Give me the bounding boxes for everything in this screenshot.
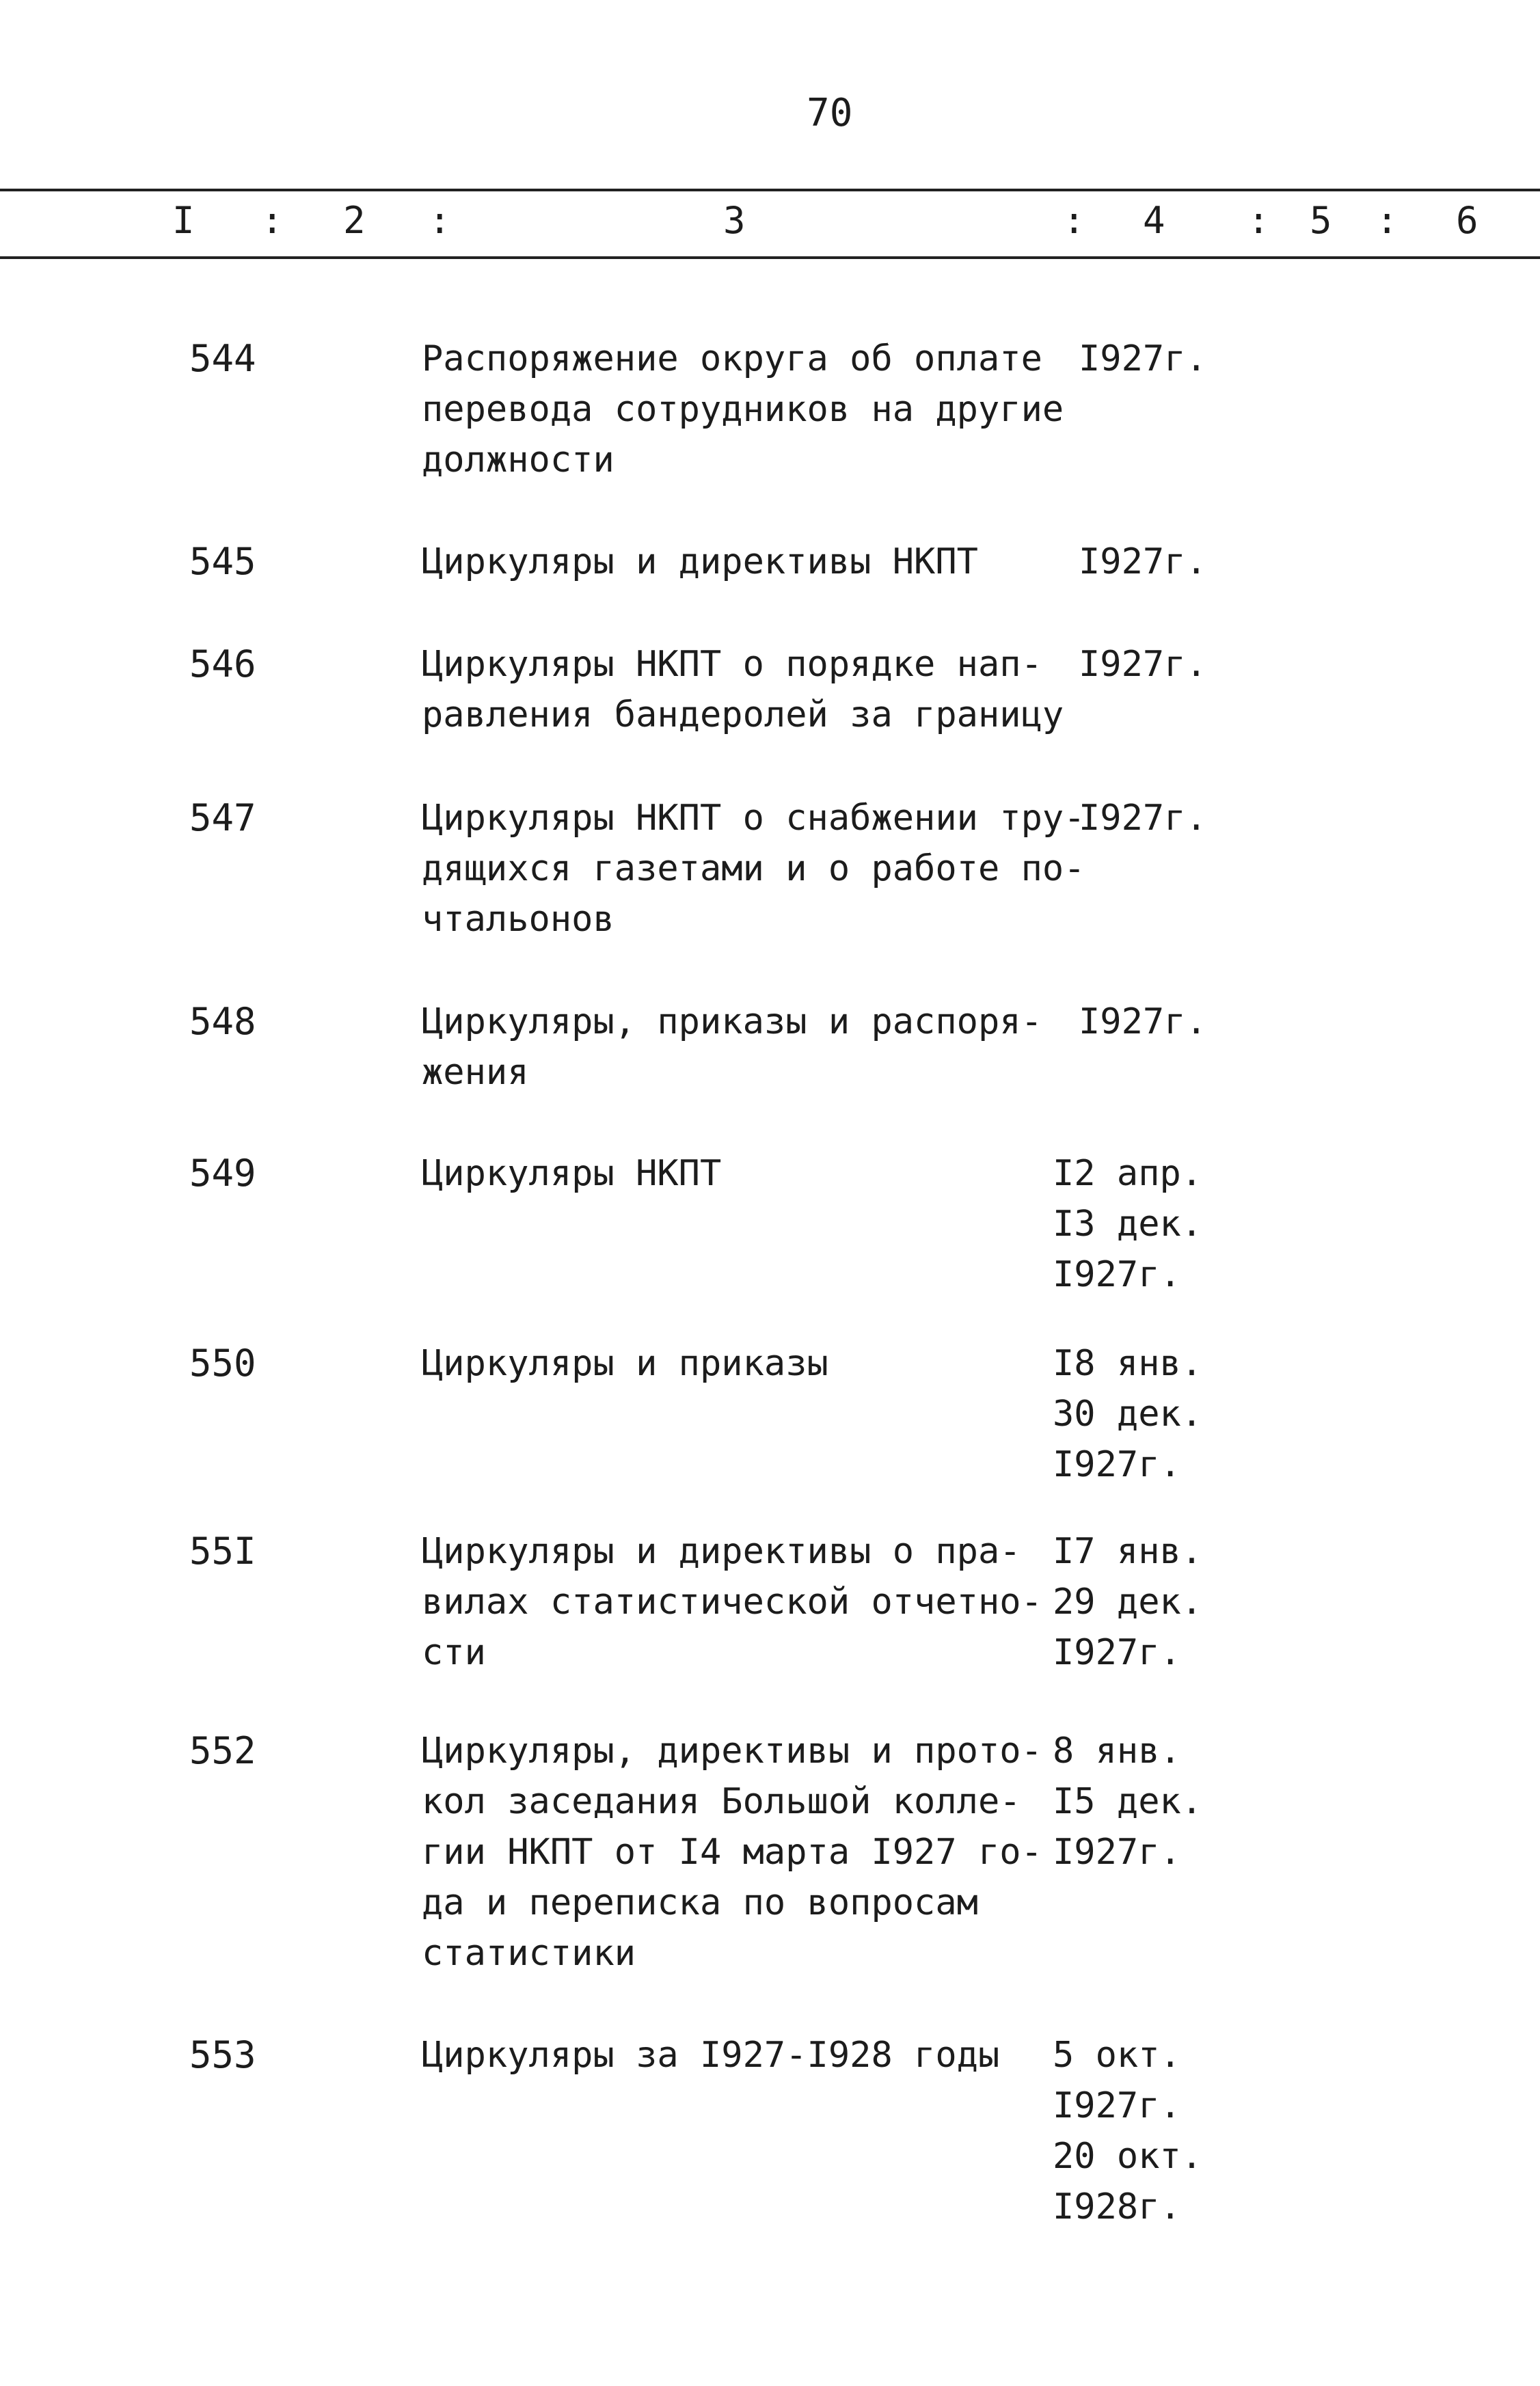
entry-number: 546 (189, 642, 256, 686)
entry-dates (1053, 2030, 1258, 2232)
date-line: I927г. (1079, 338, 1207, 379)
date-line: I7 янв. (1053, 1531, 1203, 1572)
column-header-3: 3 (723, 199, 746, 242)
date-line: 30 дек. (1053, 1394, 1203, 1435)
date-line: I928г. (1053, 2186, 1181, 2227)
description-line: Циркуляры и приказы (422, 1343, 828, 1384)
date-line: I5 дек. (1053, 1781, 1203, 1822)
entry-number: 553 (189, 2033, 256, 2076)
column-separator: : (1376, 199, 1399, 242)
entry-dates (1079, 537, 1284, 587)
description-line: вилах статистической отчетно- (422, 1582, 1042, 1623)
entry-dates (1079, 793, 1284, 843)
header-top-rule (0, 189, 1540, 191)
entry-number: 545 (189, 540, 256, 583)
entry-dates (1053, 1338, 1258, 1490)
column-separator: : (1063, 199, 1085, 242)
entry-description (422, 997, 1071, 1098)
date-line: I927г. (1079, 644, 1207, 685)
entry-dates (1079, 997, 1284, 1047)
column-separator: : (1247, 199, 1270, 242)
date-line: I8 янв. (1053, 1343, 1203, 1384)
entry-number: 547 (189, 796, 256, 839)
description-line: Распоряжение округа об оплате (422, 338, 1042, 379)
date-line: I927г. (1079, 1001, 1207, 1042)
entry-dates (1079, 639, 1284, 690)
column-header-1: I (172, 199, 195, 242)
description-line: равления бандеролей за границу (422, 694, 1064, 735)
date-line: I927г. (1079, 798, 1207, 839)
description-line: статистики (422, 1933, 636, 1974)
description-line: Циркуляры за I927-I928 годы (422, 2035, 1000, 2076)
description-line: Циркуляры, директивы и прото- (422, 1731, 1042, 1772)
date-line: 5 окт. (1053, 2035, 1181, 2076)
entry-description (422, 1726, 1071, 1979)
entry-description (422, 793, 1085, 945)
description-line: Циркуляры НКПТ (422, 1153, 722, 1194)
entry-number: 544 (189, 337, 256, 380)
column-header-4: 4 (1143, 199, 1165, 242)
description-line: Циркуляры, приказы и распоря- (422, 1001, 1042, 1042)
date-line: 29 дек. (1053, 1582, 1203, 1623)
description-line: кол заседания Большой колле- (422, 1781, 1021, 1822)
entry-description (422, 537, 1071, 587)
column-header-5: 5 (1310, 199, 1332, 242)
entry-description (422, 2030, 1071, 2080)
entry-dates (1053, 1148, 1258, 1300)
entry-description (422, 334, 1071, 485)
entry-dates (1053, 1526, 1258, 1678)
column-header-2: 2 (343, 199, 366, 242)
entry-dates (1053, 1726, 1258, 1877)
date-line: 20 окт. (1053, 2136, 1203, 2177)
date-line: I927г. (1079, 541, 1207, 582)
page-number: 70 (807, 91, 853, 135)
description-line: должности (422, 439, 614, 480)
description-line: сти (422, 1632, 486, 1673)
description-line: дящихся газетами и о работе по- (422, 848, 1085, 889)
column-separator: : (429, 199, 451, 242)
description-line: гии НКПТ от I4 марта I927 го- (422, 1832, 1042, 1873)
date-line: I927г. (1053, 1444, 1181, 1485)
entry-number: 549 (189, 1152, 256, 1195)
date-line: I3 дек. (1053, 1204, 1203, 1245)
entry-number: 552 (189, 1729, 256, 1772)
date-line: I927г. (1053, 1254, 1181, 1295)
description-line: жения (422, 1052, 529, 1093)
date-line: I927г. (1053, 1632, 1181, 1673)
entry-description (422, 1526, 1071, 1678)
entry-number: 55I (189, 1530, 256, 1573)
header-bottom-rule (0, 256, 1540, 259)
entry-number: 548 (189, 1000, 256, 1043)
date-line: I927г. (1053, 2085, 1181, 2126)
description-line: Циркуляры и директивы о пра- (422, 1531, 1021, 1572)
date-line: 8 янв. (1053, 1731, 1181, 1772)
date-line: I2 апр. (1053, 1153, 1203, 1194)
description-line: Циркуляры НКПТ о снабжении тру- (422, 798, 1085, 839)
entry-description (422, 1338, 1071, 1389)
description-line: Циркуляры НКПТ о порядке нап- (422, 644, 1042, 685)
entry-dates (1079, 334, 1284, 384)
description-line: перевода сотрудников на другие (422, 389, 1064, 430)
date-line: I927г. (1053, 1832, 1181, 1873)
entry-number: 550 (189, 1342, 256, 1385)
description-line: да и переписка по вопросам (422, 1882, 978, 1923)
description-line: чтальонов (422, 899, 614, 940)
column-separator: : (261, 199, 284, 242)
column-header-6: 6 (1456, 199, 1478, 242)
entry-description (422, 639, 1071, 740)
entry-description (422, 1148, 1071, 1199)
description-line: Циркуляры и директивы НКПТ (422, 541, 978, 582)
